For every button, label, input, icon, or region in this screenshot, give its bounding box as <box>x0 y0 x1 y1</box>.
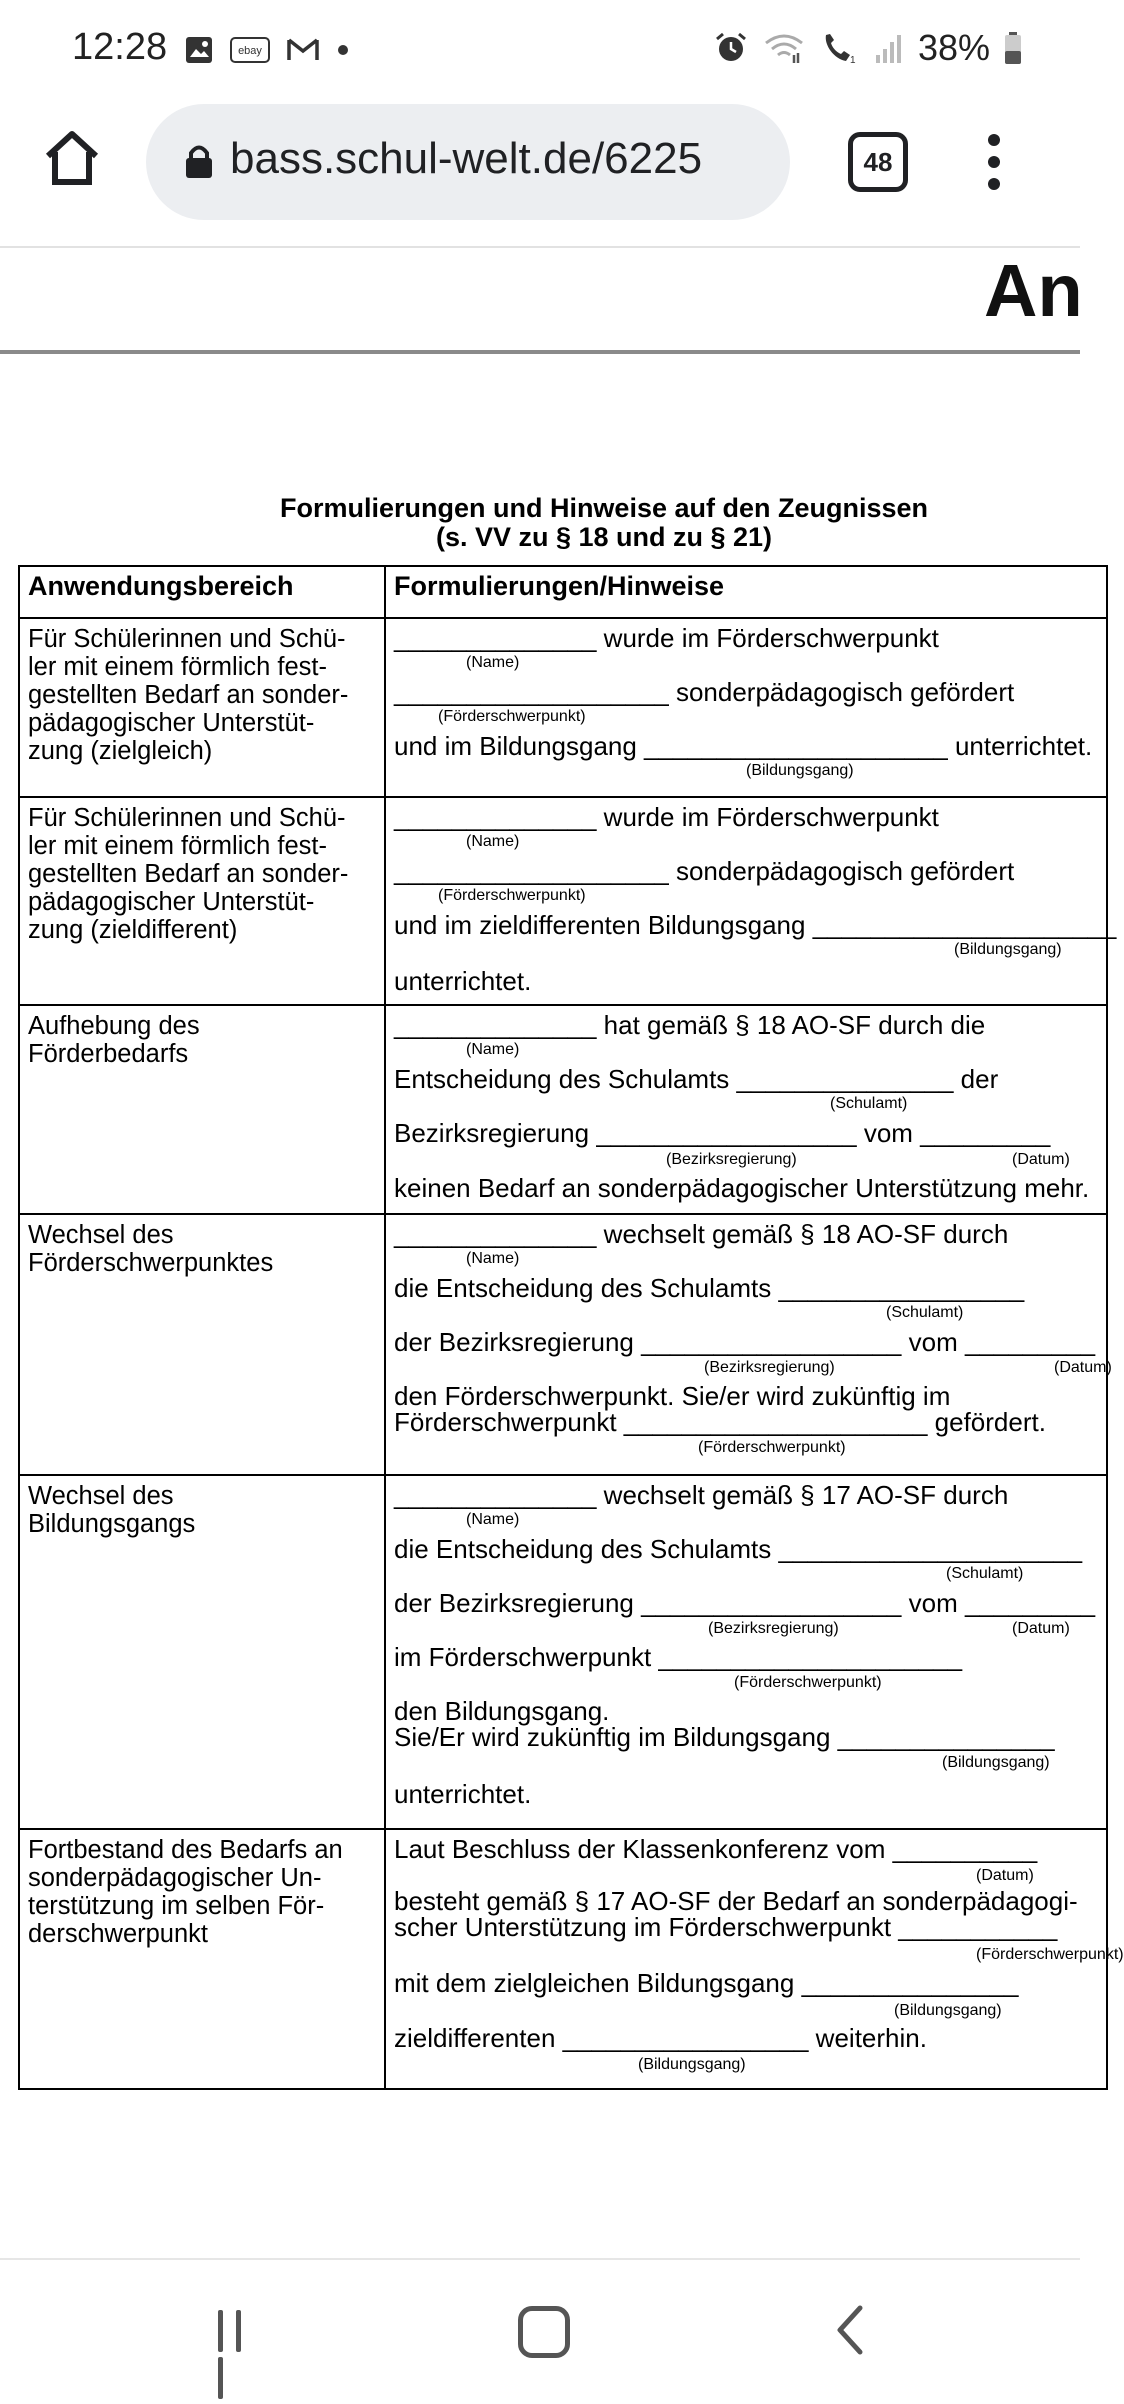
notification-icons <box>184 30 350 70</box>
system-nav-bar <box>0 2260 1080 2400</box>
home-nav-icon[interactable] <box>518 2306 570 2358</box>
more-menu-icon[interactable] <box>982 134 1006 190</box>
url-bar[interactable] <box>146 104 790 220</box>
col1-header: Anwendungsbereich <box>19 566 385 618</box>
ebay-icon <box>230 34 270 66</box>
system-icons <box>714 24 1022 72</box>
tab-switcher-button[interactable]: 48 <box>848 132 908 192</box>
table-row <box>19 1475 1107 1829</box>
dot-icon <box>336 43 350 57</box>
battery-icon <box>1004 31 1022 65</box>
col2-header: Formulierungen/Hinweise <box>385 566 1107 618</box>
signal-icon <box>874 31 904 65</box>
text-cell: Laut Beschluss der Klassenkonferenz vom __________ (Datum) besteht gemäß § 17 AO-SF der Bedarf an sonderpädagogi- scher Unterstützung im Förderschwerpunkt ___________ (Förderschwerpunkt) mit dem zielgleichen Bildungsgang _______________ (Bildungsgang) zieldifferenten _________________ weiterhin. (Bildungsgang) <box>385 1829 1107 2089</box>
text-cell: ______________ wurde im Förderschwerpunkt (Name) ___________________ sonderpädagogisch gefördert (Förderschwerpunkt) und im Bildungsgang _____________________ unterrichtet. (Bildungsgang) <box>385 618 1107 797</box>
alarm-icon <box>714 31 748 65</box>
image-icon <box>184 35 214 65</box>
lock-icon <box>184 142 214 180</box>
status-time: 12:28 <box>72 26 168 68</box>
form-table <box>18 565 1124 2090</box>
svg-text:1: 1 <box>849 55 856 66</box>
area-cell: Aufhebung des Förderbedarfs <box>19 1005 385 1214</box>
table-row <box>19 618 1107 797</box>
toolbar-divider <box>0 246 1080 248</box>
browser-toolbar <box>0 96 1080 246</box>
doc-title-line1: Formulierungen und Hinweise auf den Zeugnissen <box>279 493 929 523</box>
area-cell: Wechsel des Bildungsgangs <box>19 1475 385 1829</box>
battery-percent: 38% <box>917 27 990 68</box>
url-text: bass.schul-welt.de/6225 <box>230 134 703 183</box>
wifi-icon <box>762 31 806 65</box>
gmail-icon <box>286 36 320 64</box>
text-cell: ______________ wechselt gemäß § 17 AO-SF durch (Name) die Entscheidung des Schulamts _____________________ (Schulamt) der Bezirksregierung __________________ vom _________ (Bezirksregierung) (Datum) im Förderschwerpunkt _____________________ (Förderschwerpunkt) den Bildungsgang. Sie/Er wird zukünftig im Bildungsgang _______________ (Bildungsgang) unterrichtet. <box>385 1475 1107 1829</box>
doc-title <box>200 494 1008 552</box>
svg-text:ebay: ebay <box>238 45 262 57</box>
status-bar <box>0 0 1080 96</box>
text-cell: ______________ wurde im Förderschwerpunkt (Name) ___________________ sonderpädagogisch gefördert (Förderschwerpunkt) und im zieldifferenten Bildungsgang _____________________ (Bildungsgang) unterrichtet. <box>385 797 1107 1005</box>
area-cell: Für Schülerinnen und Schü- ler mit einem förmlich fest- gestellten Bedarf an sonder- pädagogischer Unterstüt- zung (zieldifferent) <box>19 797 385 1005</box>
home-icon[interactable] <box>40 126 104 190</box>
wifi-call-icon <box>820 31 860 65</box>
table-row <box>19 1214 1107 1475</box>
heading-rule <box>0 350 1080 354</box>
recents-icon[interactable] <box>218 2310 264 2354</box>
text-cell: ______________ hat gemäß § 18 AO-SF durch die (Name) Entscheidung des Schulamts _______________ der (Schulamt) Bezirksregierung __________________ vom _________ (Bezirksregierung) (Datum) keinen Bedarf an sonderpädagogischer Unterstützung mehr. <box>385 1005 1107 1214</box>
page-heading: An <box>984 249 1083 332</box>
text-cell: ______________ wechselt gemäß § 18 AO-SF durch (Name) die Entscheidung des Schulamts _________________ (Schulamt) der Bezirksregierung __________________ vom _________ (Bezirksregierung) (Datum) den Förderschwerpunkt. Sie/er wird zukünftig im Förderschwerpunkt _____________________ gefördert. (Förderschwerpunkt) <box>385 1214 1107 1475</box>
area-cell: Für Schülerinnen und Schü- ler mit einem förmlich fest- gestellten Bedarf an sonder- pädagogischer Unterstüt- zung (zielgleich) <box>19 618 385 797</box>
area-cell: Fortbestand des Bedarfs an sonderpädagogischer Un- terstützung im selben För- derschwerpunkt <box>19 1829 385 2089</box>
area-cell: Wechsel des Förderschwerpunktes <box>19 1214 385 1475</box>
table-row <box>19 797 1107 1005</box>
back-icon[interactable] <box>832 2304 868 2356</box>
doc-title-line2: (s. VV zu § 18 und zu § 21) <box>435 522 773 552</box>
table-row <box>19 1005 1107 1214</box>
table-header-row <box>19 566 1107 618</box>
table-row <box>19 1829 1107 2089</box>
